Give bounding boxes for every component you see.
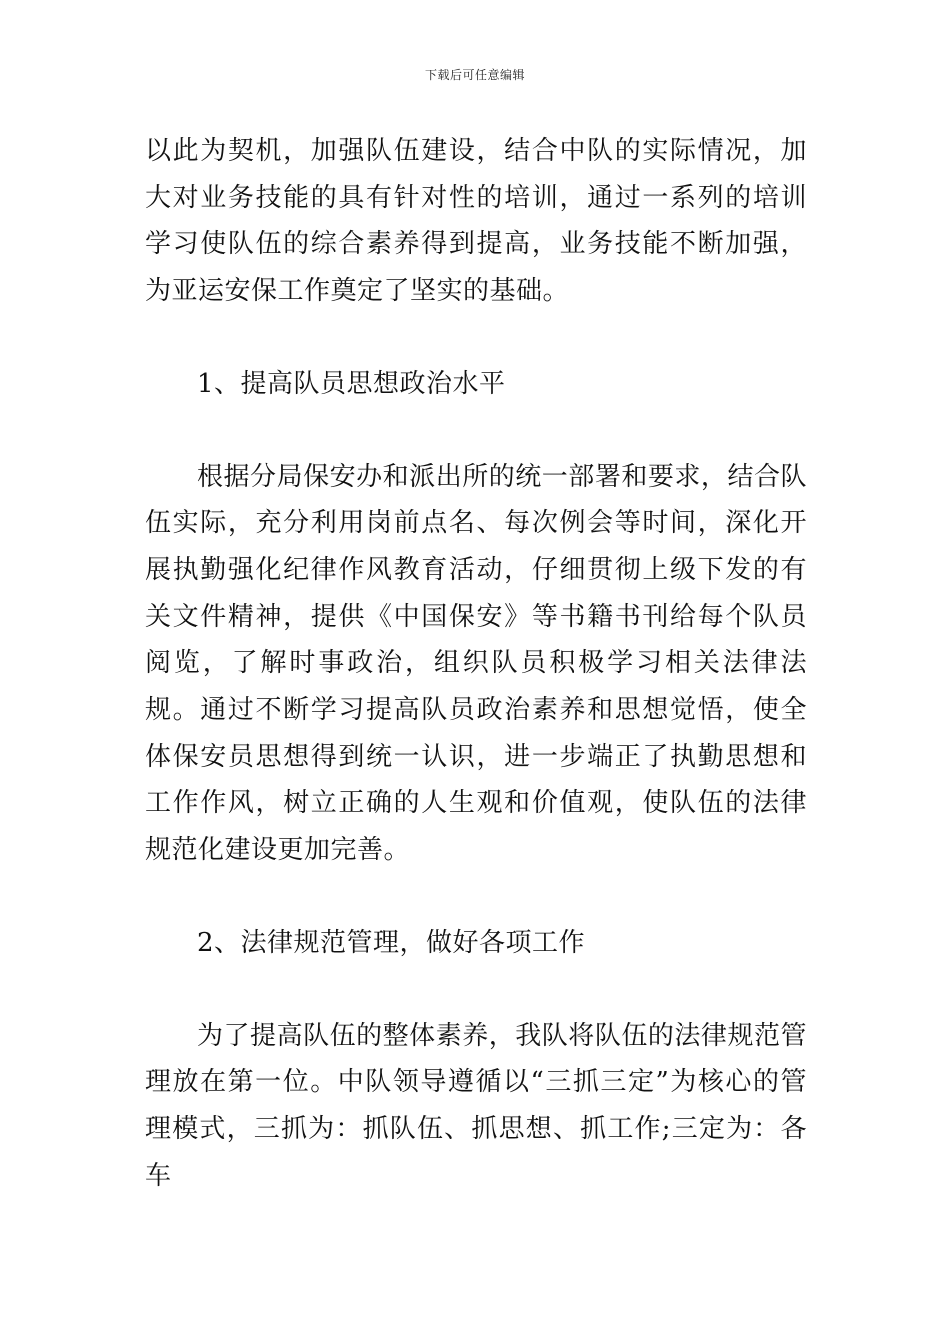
spacer (145, 967, 807, 1013)
spacer (145, 874, 807, 920)
paragraph-intro: 以此为契机，加强队伍建设，结合中队的实际情况，加大对业务技能的具有针对性的培训，通过一系列的培训学习使队伍的综合素养得到提高，业务技能不断加强，为亚运安保工作奠定了坚实的基础。 (145, 136, 807, 307)
header-note: 下载后可任意编辑 (424, 68, 525, 82)
section-heading-2: 2、法律规范管理，做好各项工作 (197, 927, 586, 958)
spacer (145, 408, 807, 454)
document-body (145, 128, 807, 1199)
section-heading-1: 1、提高队员思想政治水平 (197, 368, 506, 399)
spacer (145, 315, 807, 361)
paragraph-section-2: 为了提高队伍的整体素养，我队将队伍的法律规范管理放在第一位。中队领导遵循以“三抓三定”为核心的管理模式，三抓为：抓队伍、抓思想、抓工作;三定为：各车 (145, 1020, 807, 1191)
paragraph-section-1: 根据分局保安办和派出所的统一部署和要求，结合队伍实际，充分利用岗前点名、每次例会等时间，深化开展执勤强化纪律作风教育活动，仔细贯彻上级下发的有关文件精神，提供《中国保安》等书籍书刊给每个队员阅览，了解时事政治，组织队员积极学习相关法律法规。通过不断学习提高队员政治素养和思想觉悟，使全体保安员思想得到统一认识，进一步端正了执勤思想和工作作风，树立正确的人生观和价值观，使队伍的法律规范化建设更加完善。 (145, 461, 807, 866)
